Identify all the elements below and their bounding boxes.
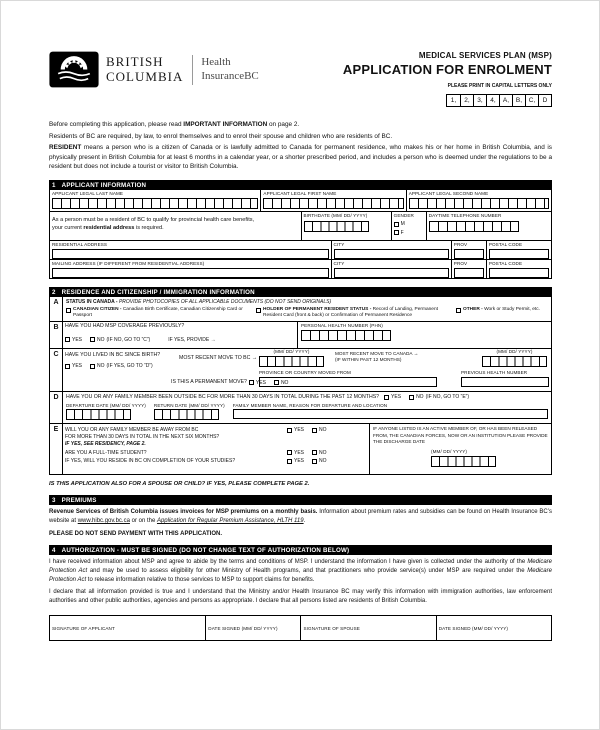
away-from-bc-row (50, 423, 551, 474)
name-row (50, 190, 551, 211)
city-cell (331, 241, 451, 259)
premiums-end-text: . (303, 518, 306, 525)
yes-label: YES (72, 363, 83, 370)
second-name-input[interactable] (409, 198, 549, 209)
intro-read-line (49, 120, 552, 130)
student-yes-no (287, 450, 327, 456)
intro-read-post: on page 2. (267, 121, 300, 128)
family-member-group (233, 403, 548, 421)
spouse-signature-label: SIGNATURE OF SPOUSE (303, 626, 360, 632)
postal-code-cell (486, 241, 551, 259)
org-line1: BRITISH (106, 53, 164, 69)
last-name-input[interactable] (52, 198, 258, 209)
gender-f-checkbox[interactable] (394, 230, 399, 235)
section2-number: 2 (52, 288, 56, 296)
mailing-postal-input[interactable] (489, 268, 549, 278)
no-label: NO (97, 336, 105, 343)
yes-label: YES (391, 394, 402, 401)
row-letter: E (50, 424, 63, 474)
applicant-signature-label: SIGNATURE OF APPLICANT (52, 626, 115, 632)
reside-after-studies-question (65, 458, 367, 465)
premiums-rest-text: Information about premium rates and subsidies can be found on Health Insurance BC’s website at (49, 509, 552, 525)
mailing-city-input[interactable] (334, 268, 449, 278)
authorization-text (49, 558, 552, 606)
auth-p1-b: and may be used to assess eligibility for other Ministry of Health programs, and that practitioners who provide service(s) under MSP are required under the (87, 568, 528, 575)
away-questions-block (63, 424, 369, 474)
yes-checkbox[interactable] (249, 380, 254, 385)
note-pre2: your current (52, 225, 84, 232)
yes-label: YES (294, 449, 305, 456)
goto-e-note: (IF NO, GO TO “E”) (425, 394, 469, 401)
canadian-citizen-option (66, 307, 256, 319)
prov-cell (451, 260, 486, 278)
move-to-bc-label: MOST RECENT MOVE TO BC → (179, 355, 258, 362)
phone-input[interactable] (429, 221, 519, 232)
plan-label: MEDICAL SERVICES PLAN (MSP) (418, 51, 552, 60)
departure-date-label: DEPARTURE DATE (MM/ DD/ YYYY) (66, 402, 146, 408)
second-name-label: APPLICANT LEGAL SECOND NAME (408, 191, 489, 197)
other-status-text (463, 307, 540, 319)
reside-after-studies-text: IF YES, WILL YOU RESIDE IN BC ON COMPLETION OF YOUR STUDIES? (65, 458, 236, 465)
move-to-bc-date-group (259, 349, 324, 367)
away-yes-no (287, 427, 327, 433)
move-canada-line2: (IF WITHIN PAST 12 MONTHS) (335, 357, 402, 363)
canadian-citizen-checkbox[interactable] (66, 308, 71, 313)
yes-checkbox[interactable] (287, 428, 292, 433)
canadian-citizen-text (73, 307, 256, 319)
gender-m-checkbox[interactable] (394, 222, 399, 227)
lived-in-bc-yes-no (65, 363, 153, 369)
phone-cell (426, 212, 551, 240)
student-question-text: ARE YOU A FULL-TIME STUDENT? (65, 449, 147, 456)
away-question-1-text (65, 427, 287, 447)
move-canada-date-input[interactable] (482, 356, 547, 367)
permanent-resident-text (263, 307, 456, 319)
return-date-group (154, 403, 225, 421)
permanent-move-question: IS THIS A PERMANENT MOVE? (171, 379, 247, 386)
gender-m-label: M (400, 221, 405, 228)
prov-label: PROV (453, 261, 468, 267)
phone-label: DAYTIME TELEPHONE NUMBER (428, 213, 502, 219)
residency-note (52, 213, 299, 232)
no-label: NO (97, 363, 105, 370)
q1-residency-note: IF YES, SEE RESIDENCY, PAGE 2. (65, 440, 146, 447)
section4-title: AUTHORIZATION - MUST BE SIGNED (DO NOT CHANGE TEXT OF AUTHORIZATION BELOW) (61, 546, 350, 554)
permanent-resident-option (256, 307, 456, 319)
phn-cell (297, 322, 551, 349)
city-input[interactable] (334, 249, 449, 259)
org-line2: COLUMBIA (106, 68, 184, 84)
discharge-date-input[interactable] (431, 456, 496, 467)
discharge-date-group (431, 449, 548, 467)
health-insurance-bc-wordmark (201, 56, 258, 82)
phn-input[interactable] (301, 330, 391, 341)
goto-d-note: (IF YES, GO TO “D”) (106, 363, 153, 370)
resident-definition (49, 143, 552, 172)
intro-residents-line: Residents of BC are required, by law, to enrol themselves and to enrol their spouse and children who are residents of BC. (49, 132, 393, 140)
title-block (343, 51, 552, 107)
status-title-italic: PROVIDE PHOTOCOPIES OF ALL APPLICABLE DOCUMENTS (DO NOT SEND ORIGINALS) (118, 298, 332, 305)
applicant-signature-field[interactable] (50, 616, 205, 640)
form-title: APPLICATION FOR ENROLMENT (342, 62, 552, 77)
second-name-cell (406, 190, 551, 211)
print-instruction: PLEASE PRINT IN CAPITAL LETTERS ONLY (447, 83, 552, 89)
gender-female-option (394, 230, 424, 236)
away-from-bc-content (63, 424, 551, 474)
section1-table (49, 190, 552, 279)
city-label: CITY (333, 242, 345, 248)
sample-char-cell: C, (525, 95, 538, 106)
signature-table (49, 615, 552, 641)
row-letter: C (50, 349, 63, 391)
previous-health-number-label: PREVIOUS HEALTH NUMBER (461, 370, 528, 376)
date-format-label: (MM/ DD/ YYYY) (496, 349, 533, 355)
date-signed-label: DATE SIGNED (MM/ DD/ YYYY) (438, 626, 509, 632)
mailing-address-input[interactable] (52, 268, 329, 278)
brand-line2: InsuranceBC (201, 69, 259, 82)
section4-number: 4 (52, 546, 56, 554)
province-moved-from-label: PROVINCE OR COUNTRY MOVED FROM (259, 370, 351, 376)
outside-bc-fields (66, 403, 548, 421)
premiums-text (49, 508, 552, 526)
opt3-bold: OTHER - (463, 306, 485, 312)
mailing-prov-input[interactable] (454, 268, 484, 278)
status-title (66, 299, 548, 305)
premiums-mid-text: or on the (129, 518, 157, 525)
canadian-forces-note: IF ANYONE LISTED IS AN ACTIVE MEMBER OF, OR HAS BEEN RELEASED FROM, THE CANADIAN FORCES, NOW OR AN INSTITUTION PLEASE PROVIDE THE DISCHARGE DATE (373, 426, 548, 445)
previous-health-number-input[interactable] (461, 377, 549, 387)
city-label: CITY (333, 261, 345, 267)
status-options (66, 307, 548, 319)
last-name-cell (50, 190, 260, 211)
no-payment-note: PLEASE DO NOT SEND PAYMENT WITH THIS APPLICATION. (49, 531, 223, 538)
residential-address-label: RESIDENTIAL ADDRESS (52, 242, 108, 248)
sample-char-cell: B, (512, 95, 525, 106)
note-post2: is required. (134, 225, 164, 232)
status-title-bold: STATUS IN CANADA - (66, 298, 119, 305)
previous-coverage-yes-no (65, 337, 216, 343)
yes-label: YES (255, 379, 266, 386)
lived-in-bc-content (63, 349, 551, 391)
birthdate-label: BIRTHDATE (MM/ DD/ YYYY) (303, 213, 368, 219)
opt1-rest: Canadian Birth Certificate, Canadian Citizenship Card or Passport (73, 306, 243, 318)
if-yes-provide: IF YES, PROVIDE → (168, 336, 216, 343)
no-checkbox[interactable] (90, 364, 95, 369)
section1-header-bar (49, 180, 552, 190)
postal-code-input[interactable] (489, 249, 549, 259)
postal-code-cell (486, 260, 551, 278)
sample-char-cell: 2, (460, 95, 473, 106)
no-checkbox[interactable] (274, 380, 279, 385)
yes-checkbox[interactable] (287, 459, 292, 464)
section2-table (49, 297, 552, 475)
other-status-checkbox[interactable] (456, 308, 461, 313)
q1-line2: FOR MORE THAN 30 DAYS IN TOTAL IN THE NEXT SIX MONTHS? (65, 434, 220, 441)
residential-address-cell (50, 241, 331, 259)
departure-date-group (66, 403, 146, 421)
postal-code-label: POSTAL CODE (488, 242, 523, 248)
date-signed-label: DATE SIGNED (MM/ DD/ YYYY) (208, 626, 278, 632)
yes-checkbox[interactable] (287, 450, 292, 455)
date-format-label: (MM/ DD/ YYYY) (273, 349, 310, 355)
opt3-rest: Work or Study Permit, etc. (484, 306, 540, 312)
no-checkbox[interactable] (409, 395, 414, 400)
yes-label: YES (294, 458, 305, 465)
family-member-details-input[interactable] (233, 409, 548, 419)
prov-label: PROV (453, 242, 468, 248)
status-content (63, 297, 551, 320)
gender-label: GENDER (393, 213, 414, 219)
mailing-address-label: MAILING ADDRESS (IF DIFFERENT FROM RESIDENTIAL ADDRESS) (52, 261, 205, 267)
city-cell (331, 260, 451, 278)
prov-cell (451, 241, 486, 259)
premium-assistance-link[interactable]: Application for Regular Premium Assistance, HLTH 119 (156, 518, 304, 525)
no-label: NO (319, 427, 327, 434)
hibc-website-link[interactable]: www.hibc.gov.bc.ca (77, 518, 130, 525)
mailing-address-cell (50, 260, 331, 278)
bc-government-logo-icon (49, 51, 99, 88)
move-canada-line1: MOST RECENT MOVE TO CANADA → (335, 351, 419, 357)
birthdate-row (50, 211, 551, 240)
authorization-paragraph-2: I declare that all information provided is true and I understand that the Ministry and/or Health Insurance BC may verify this information with immigration authorities, law enforcement authorities and other public authorities, agencies and persons as appropriate. I declare that all persons listed are residents of British Columbia. (49, 589, 552, 605)
auth-p1-c: to release information relative to those services to MSP to support claims for benefits. (86, 577, 315, 584)
permanent-move-group (171, 379, 288, 386)
outside-bc-yes-no (384, 394, 469, 400)
reside-yes-no (287, 458, 327, 464)
sample-char-cell: 4, (486, 95, 499, 106)
section1-number: 1 (52, 181, 56, 189)
brand-line1: Health (201, 56, 231, 69)
gender-male-option (394, 221, 424, 227)
previous-coverage-row (50, 321, 551, 349)
sample-char-cell: 1, (450, 97, 457, 104)
section2-title: RESIDENCE AND CITIZENSHIP / IMMIGRATION INFORMATION (61, 288, 255, 296)
return-date-input[interactable] (154, 409, 219, 420)
permanent-resident-checkbox[interactable] (256, 308, 261, 313)
departure-date-input[interactable] (66, 409, 131, 420)
first-name-label: APPLICANT LEGAL FIRST NAME (263, 191, 337, 197)
section4-header-bar (49, 545, 552, 555)
medicare-protection-act-ref: Medicare Protection Act (49, 559, 552, 575)
medicare-protection-act-ref: Medicare Protection Act (49, 568, 552, 584)
first-name-cell (260, 190, 405, 211)
sample-char-cell: 3, (473, 95, 486, 106)
other-status-option (456, 307, 548, 319)
sample-char-cell: A, (499, 95, 512, 106)
status-row (50, 297, 551, 320)
outside-bc-row (50, 391, 551, 423)
goto-c-note: (IF NO, GO TO “C”) (106, 336, 151, 343)
q1-line1: WILL YOU OR ANY FAMILY MEMBER BE AWAY FROM BC (65, 427, 199, 434)
no-checkbox[interactable] (90, 337, 95, 342)
outside-bc-content (63, 392, 551, 423)
move-to-canada-label (335, 351, 443, 363)
org-name (106, 55, 183, 85)
opt1-bold: CANADIAN CITIZEN - (73, 306, 123, 312)
gender-cell (391, 212, 426, 240)
brand-block (49, 51, 259, 88)
form-header (49, 51, 552, 107)
note-line1: As a person must be a resident of BC to qualify for provincial health care benefits, (52, 217, 255, 224)
auth-p1-a: I have received information about MSP and agree to abide by the terms and conditions of MSP. I understand the information I have given is collected under the authority of the (49, 559, 528, 566)
intro-text (49, 120, 552, 172)
no-label: NO (319, 458, 327, 465)
postal-code-label: POSTAL CODE (488, 261, 523, 267)
premiums-bold-text: Revenue Services of British Columbia issues invoices for MSP premiums on a monthly basis. (49, 509, 320, 516)
gender-f-label: F (400, 229, 404, 236)
return-date-label: RETURN DATE (MM/ DD/ YYYY) (153, 402, 225, 408)
opt2-rest: Record of Landing, Permanent Resident Card (front & back) or Confirmation of Permanent Residence (263, 306, 438, 318)
away-question-1 (65, 427, 367, 447)
previous-coverage-content (63, 322, 551, 349)
section3-number: 3 (52, 496, 56, 504)
section3-header-bar (49, 495, 552, 505)
no-label: NO (416, 394, 424, 401)
lived-in-bc-question: HAVE YOU LIVED IN BC SINCE BIRTH? (65, 352, 161, 359)
residential-address-input[interactable] (52, 249, 329, 259)
first-name-input[interactable] (263, 198, 403, 209)
row-letter: A (50, 297, 63, 320)
row-letter: B (50, 322, 63, 349)
phn-label: PERSONAL HEALTH NUMBER (PHN) (301, 322, 383, 328)
date-format-label: (MM/ DD/ YYYY) (431, 449, 468, 454)
student-question (65, 450, 367, 457)
last-name-label: APPLICANT LEGAL LAST NAME (52, 191, 124, 197)
spouse-signature-field[interactable] (300, 616, 435, 640)
outside-bc-question: HAVE YOU OR ANY FAMILY MEMBER BEEN OUTSIDE BC FOR MORE THAN 30 DAYS IN TOTAL DURING THE PAST 12 MONTHS? (66, 393, 380, 400)
no-checkbox[interactable] (312, 459, 317, 464)
canadian-forces-cell (369, 424, 551, 474)
note-bold: residential address (83, 225, 135, 232)
sample-character-boxes (446, 94, 552, 107)
section3-title: PREMIUMS (61, 496, 97, 504)
brand-divider (192, 55, 193, 85)
yes-label: YES (294, 427, 305, 434)
no-checkbox[interactable] (312, 428, 317, 433)
mailing-address-row (50, 259, 551, 278)
no-label: NO (319, 449, 327, 456)
opt2-bold: HOLDER OF PERMANENT RESIDENT STATUS - (263, 306, 373, 312)
spouse-date-signed-field[interactable] (436, 616, 551, 640)
residency-note-cell (50, 212, 301, 240)
move-bc-date-input[interactable] (259, 356, 324, 367)
yes-checkbox[interactable] (384, 395, 389, 400)
prov-input[interactable] (454, 249, 484, 259)
yes-label: YES (72, 336, 83, 343)
outside-bc-question-line (66, 394, 548, 401)
spouse-or-child-note: IS THIS APPLICATION ALSO FOR A SPOUSE OR CHILD? IF YES, PLEASE COMPLETE PAGE 2. (49, 481, 310, 488)
intro-read-pre: Before completing this application, please read (49, 121, 184, 128)
previous-coverage-question: HAVE YOU HAD MSP COVERAGE PREVIOUSLY? (65, 322, 185, 329)
birthdate-input[interactable] (304, 221, 369, 232)
section2-header-bar (49, 287, 552, 297)
yes-checkbox[interactable] (65, 364, 70, 369)
yes-checkbox[interactable] (65, 337, 70, 342)
resident-term: RESIDENT (49, 144, 82, 152)
lived-in-bc-row (50, 348, 551, 391)
no-checkbox[interactable] (312, 450, 317, 455)
section1-title: APPLICANT INFORMATION (61, 181, 147, 189)
no-label: NO (280, 379, 289, 386)
authorization-paragraph-1 (49, 558, 552, 585)
resident-definition-text: means a person who is a citizen of Canada or is lawfully admitted to Canada for permanent residence, who makes his or her home in British Columbia, and is physically present in British Columbia for at least 6 months in a calendar year, or a shorter prescribed period, and includes a person who is deemed under the regulations to be a resident but does not include a tourist or visitor to British Columbia. (49, 144, 552, 171)
sample-char-cell: D (538, 95, 551, 106)
important-information-ref: IMPORTANT INFORMATION (183, 121, 268, 128)
birthdate-cell (301, 212, 391, 240)
residential-address-row (50, 240, 551, 259)
applicant-date-signed-field[interactable] (205, 616, 300, 640)
family-member-label: FAMILY MEMBER NAME, REASON FOR DEPARTURE AND LOCATION (232, 402, 388, 408)
row-letter: D (50, 392, 63, 423)
previous-coverage-question-block (63, 322, 297, 349)
move-to-canada-date-group (482, 349, 547, 367)
